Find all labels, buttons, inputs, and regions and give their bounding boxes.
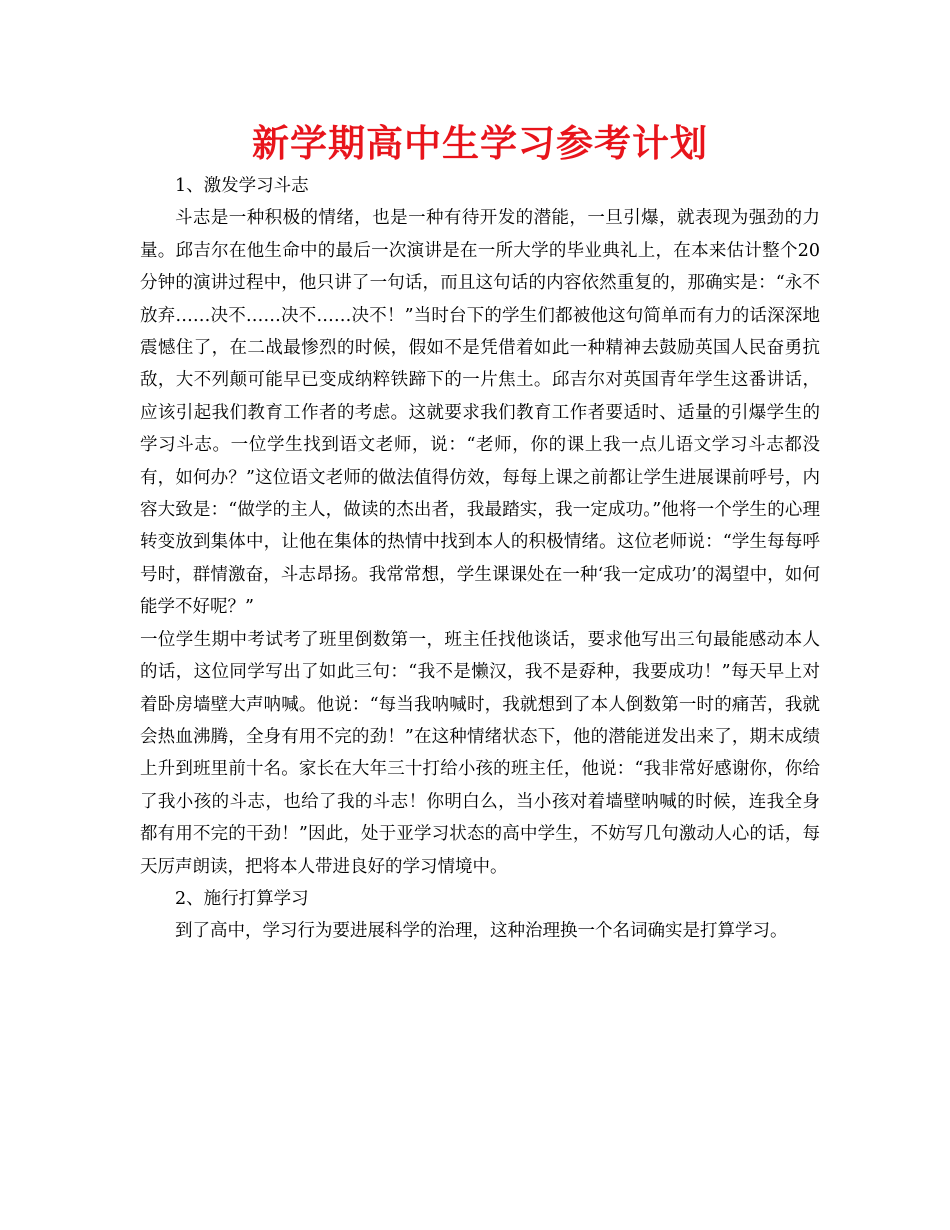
document-page [140,118,820,948]
section-heading-1: 1、激发学习斗志 [175,176,309,196]
section-1-paragraph-1: 斗志是一种积极的情绪，也是一种有待开发的潜能，一旦引爆，就表现为强劲的力量。邱吉尔在他生命中的最后一次演讲是在一所大学的毕业典礼上，在本来估计整个20分钟的演讲过程中，他只讲了一句话，而且这句话的内容依然重复的，那确实是：“永不放弃……决不……决不……决不！”当时台下的学生们都被他这句简单而有力的话深深地震憾住了，在二战最惨烈的时候，假如不是凭借着如此一种精神去鼓励英国人民奋勇抗敌，大不列颠可能早已变成纳粹铁蹄下的一片焦土。邱吉尔对英国青年学生这番讲话，应该引起我们教育工作者的考虑。这就要求我们教育工作者要适时、适量的引爆学生的学习斗志。一位学生找到语文老师，说：“老师，你的课上我一点儿语文学习斗志都没有，如何办？”这位语文老师的做法值得仿效，每每上课之前都让学生进展课前呼号，内容大致是：“做学的主人，做读的杰出者，我最踏实，我一定成功。”他将一个学生的心理转变放到集体中，让他在集体的热情中找到本人的积极情绪。这位老师说：“学生每每呼号时，群情激奋，斗志昂扬。我常常想，学生课课处在一种‘我一定成功’的渴望中，如何能学不好呢？” [140,208,820,618]
section-heading-2: 2、施行打算学习 [175,888,309,909]
section-2-paragraph-1: 到了高中，学习行为要进展科学的治理，这种治理换一个名词确实是打算学习。 [175,921,788,942]
section-1-paragraph-2: 一位学生期中考试考了班里倒数第一，班主任找他谈话，要求他写出三句最能感动本人的话，这位同学写出了如此三句：“我不是懒汉，我不是孬种，我要成功！”每天早上对着卧房墙壁大声呐喊。他说：“每当我呐喊时，我就想到了本人倒数第一时的痛苦，我就会热血沸腾，全身有用不完的劲！”在这种情绪状态下，他的潜能迸发出来了，期末成绩上升到班里前十名。家长在大年三十打给小孩的班主任，他说：“我非常好感谢你，你给了我小孩的斗志，也给了我的斗志！你明白么，当小孩对着墙壁呐喊的时候，连我全身都有用不完的干劲！”因此，处于亚学习状态的高中学生，不妨写几句激动人心的话，每天厉声朗读，把将本人带进良好的学习情境中。 [140,629,820,877]
document-title: 新学期高中生学习参考计划 [252,122,708,165]
